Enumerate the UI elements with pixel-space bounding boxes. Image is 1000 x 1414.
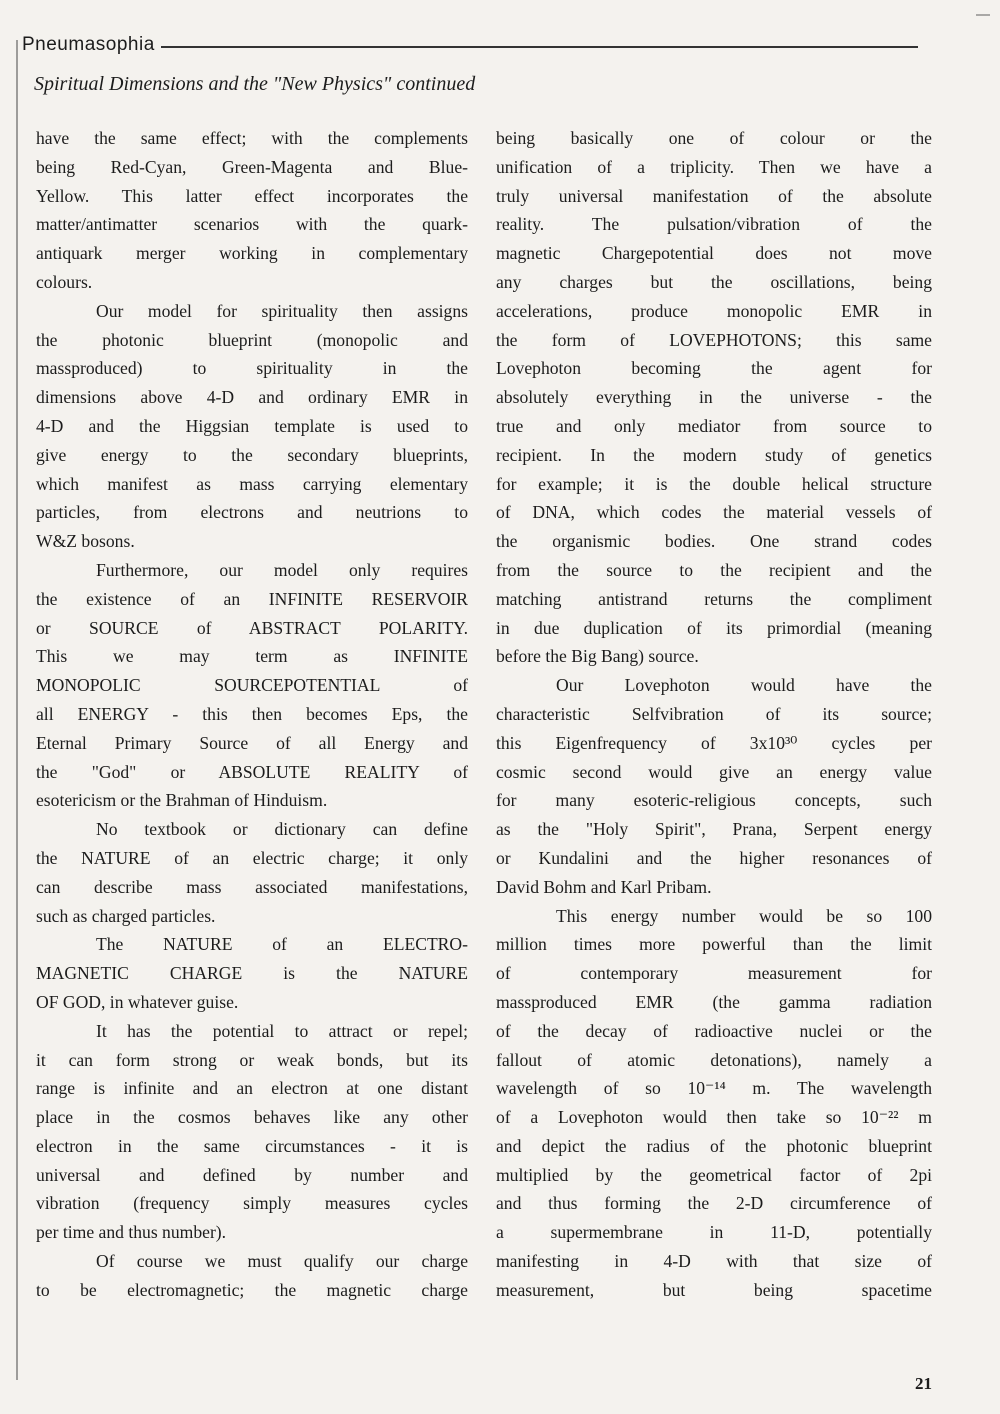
text-line: The NATURE of an ELECTRO- (96, 934, 468, 955)
text-line: and depict the radius of the photonic blueprint (496, 1135, 932, 1156)
text-line: reality. The pulsation/vibration of the (496, 214, 932, 235)
text-line: truly universal manifestation of the absolute (496, 185, 932, 206)
text-line: Yellow. This latter effect incorporates the (36, 185, 468, 206)
text-column-left (36, 124, 468, 1305)
text-line: which manifest as mass carrying elementary (36, 473, 468, 494)
text-line: million times more powerful than the limit (496, 934, 932, 955)
header-rule (161, 46, 918, 48)
text-line: being basically one of colour or the (496, 128, 932, 148)
text-line: manifesting in 4-D with that size of (496, 1251, 932, 1272)
text-line: being Red-Cyan, Green-Magenta and Blue- (36, 156, 468, 177)
running-header (22, 32, 918, 58)
text-line: recipient. In the modern study of genetics (496, 444, 932, 465)
text-line: characteristic Selfvibration of its source; (496, 703, 932, 724)
text-line: give energy to the secondary blueprints, (36, 444, 468, 465)
text-line: Our Lovephoton would have the (556, 675, 932, 696)
page-number: 21 (915, 1374, 932, 1393)
text-line: the photonic blueprint (monopolic and (36, 329, 468, 350)
text-line: universal and defined by number and (36, 1164, 468, 1185)
text-line: matter/antimatter scenarios with the quark- (36, 214, 468, 235)
text-line: this Eigenfrequency of 3x10³⁰ cycles per (496, 732, 932, 753)
text-line: wavelength of so 10⁻¹⁴ m. The wavelength (496, 1078, 932, 1099)
text-line: This we may term as INFINITE (36, 646, 468, 667)
text-line: cosmic second would give an energy value (496, 761, 932, 782)
margin-rule (16, 40, 18, 1380)
text-line: matching antistrand returns the compliment (496, 588, 932, 609)
text-line: Eternal Primary Source of all Energy and (36, 732, 468, 753)
publication-title: Pneumasophia (22, 34, 155, 55)
text-line: the form of LOVEPHOTONS; this same (496, 329, 932, 350)
text-line: measurement, but being spacetime (496, 1279, 932, 1300)
text-line: Our model for spirituality then assigns (96, 300, 468, 321)
text-line: dimensions above 4-D and ordinary EMR in (36, 387, 468, 408)
text-line: No textbook or dictionary can define (96, 819, 468, 840)
text-line: the "God" or ABSOLUTE REALITY of (36, 761, 468, 782)
text-line: place in the cosmos behaves like any other (36, 1107, 468, 1128)
text-line: particles, from electrons and neutrions to (36, 502, 468, 523)
text-line: a supermembrane in 11-D, potentially (496, 1222, 932, 1243)
text-line: colours. (36, 271, 93, 292)
text-line: and thus forming the 2-D circumference of (496, 1193, 932, 1214)
text-line: absolutely everything in the universe - the (496, 387, 932, 408)
text-line: or SOURCE of ABSTRACT POLARITY. (36, 617, 468, 638)
text-line: any charges but the oscillations, being (496, 271, 932, 292)
text-line: This energy number would be so 100 (556, 905, 932, 926)
text-line: David Bohm and Karl Pribam. (496, 876, 712, 897)
text-line: antiquark merger working in complementary (36, 243, 468, 264)
text-column-right (496, 124, 932, 1305)
text-line: Furthermore, our model only requires (96, 559, 468, 580)
text-line: such as charged particles. (36, 905, 216, 926)
text-line: of a Lovephoton would then take so 10⁻²² m (496, 1107, 932, 1128)
article-title: Spiritual Dimensions and the "New Physics" continued (34, 73, 476, 95)
text-line: of DNA, which codes the material vessels of (496, 502, 932, 523)
text-line: of contemporary measurement for (496, 963, 932, 984)
text-line: can describe mass associated manifestations, (36, 876, 468, 897)
text-line: for many esoteric-religious concepts, such (496, 790, 932, 811)
text-line: 4-D and the Higgsian template is used to (36, 415, 468, 436)
text-line: MAGNETIC CHARGE is the NATURE (36, 963, 468, 984)
text-line: It has the potential to attract or repel; (96, 1020, 468, 1041)
text-line: electron in the same circumstances - it is (36, 1135, 468, 1156)
text-line: per time and thus number). (36, 1222, 227, 1243)
text-line: true and only mediator from source to (496, 415, 932, 436)
text-line: esotericism or the Brahman of Hinduism. (36, 790, 328, 811)
text-line: magnetic Chargepotential does not move (496, 243, 932, 264)
text-line: fallout of atomic detonations), namely a (496, 1049, 932, 1070)
text-line: the existence of an INFINITE RESERVOIR (36, 588, 468, 609)
text-line: all ENERGY - this then becomes Eps, the (36, 703, 468, 724)
text-line: OF GOD, in whatever guise. (36, 991, 239, 1012)
text-line: MONOPOLIC SOURCEPOTENTIAL of (36, 675, 468, 696)
text-line: massproduced EMR (the gamma radiation (496, 991, 932, 1012)
text-line: or Kundalini and the higher resonances of (496, 847, 932, 868)
text-line: massproduced) to spirituality in the (36, 358, 468, 379)
text-line: multiplied by the geometrical factor of 2pi (496, 1164, 932, 1185)
text-line: to be electromagnetic; the magnetic charge (36, 1279, 468, 1300)
text-line: before the Big Bang) source. (496, 646, 699, 667)
text-line: unification of a triplicity. Then we have a (496, 156, 932, 177)
text-line: of the decay of radioactive nuclei or the (496, 1020, 932, 1041)
text-line: in due duplication of its primordial (meaning (496, 617, 932, 638)
text-line: the organismic bodies. One strand codes (496, 531, 932, 552)
text-line: Lovephoton becoming the agent for (496, 358, 932, 379)
text-line: accelerations, produce monopolic EMR in (496, 300, 932, 321)
scan-mark (976, 14, 990, 16)
text-line: W&Z bosons. (36, 531, 135, 552)
text-line: from the source to the recipient and the (496, 559, 932, 580)
text-line: range is infinite and an electron at one distant (36, 1078, 468, 1099)
text-line: vibration (frequency simply measures cycles (36, 1193, 468, 1214)
text-line: it can form strong or weak bonds, but its (36, 1049, 468, 1070)
text-line: for example; it is the double helical structure (496, 473, 932, 494)
text-line: have the same effect; with the complements (36, 128, 468, 148)
text-line: as the "Holy Spirit", Prana, Serpent energy (496, 819, 932, 840)
text-line: the NATURE of an electric charge; it only (36, 847, 468, 868)
text-line: Of course we must qualify our charge (96, 1251, 468, 1272)
